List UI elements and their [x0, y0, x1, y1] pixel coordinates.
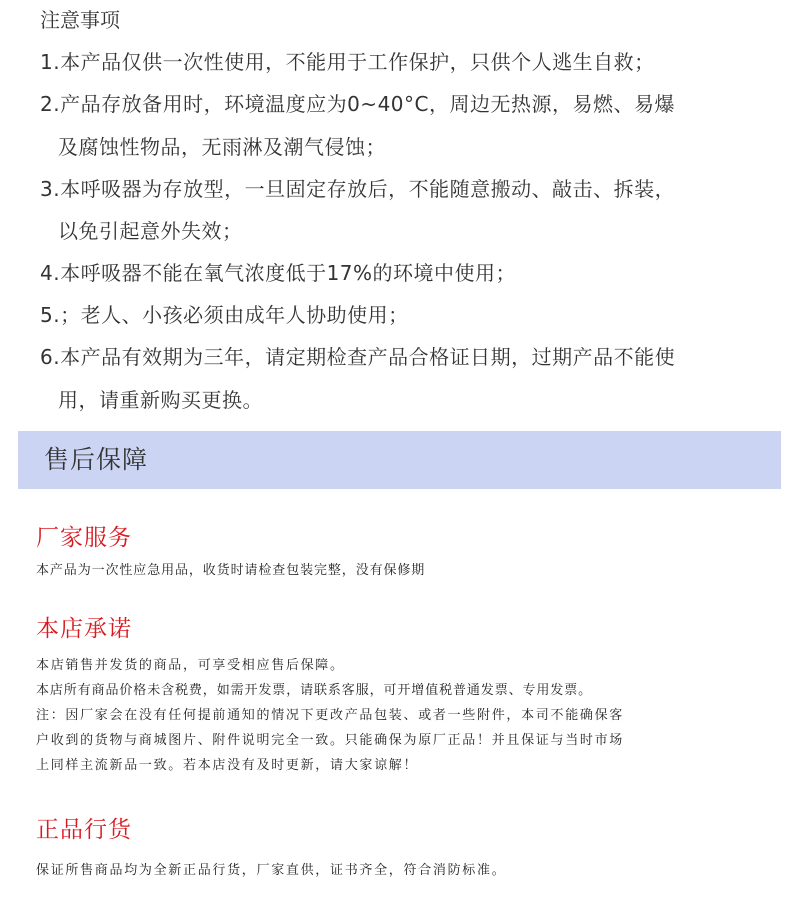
note-line-4: 4.本呼吸器不能在氧气浓度低于17%的环境中使用；: [40, 261, 517, 285]
note-line-3-cont: 以免引起意外失效；: [58, 219, 243, 243]
notes-title: 注意事项: [40, 8, 120, 32]
note-line-1: 1.本产品仅供一次性使用，不能用于工作保护，只供个人逃生自救；: [40, 50, 655, 74]
note-line-2: 2.产品存放备用时，环境温度应为0~40°C，周边无热源，易燃、易爆: [40, 92, 675, 116]
genuine-goods-text: 保证所售商品均为全新正品行货，厂家直供，证书齐全，符合消防标准。: [36, 863, 507, 878]
after-sales-title: 售后保障: [44, 445, 149, 474]
after-sales-banner: [18, 431, 781, 489]
store-promise-line-4: 户收到的货物与商城图片、附件说明完全一致。只能确保为原厂正品！并且保证与当时市场: [36, 733, 625, 748]
store-promise-line-5: 上同样主流新品一致。若本店没有及时更新，请大家谅解！: [36, 758, 419, 773]
store-promise-line-1: 本店销售并发货的商品，可享受相应售后保障。: [36, 658, 345, 673]
note-line-5: 5.；老人、小孩必须由成年人协助使用；: [40, 303, 409, 327]
genuine-goods-heading: 正品行货: [36, 817, 132, 843]
factory-service-heading: 厂家服务: [36, 525, 132, 551]
note-line-6-cont: 用，请重新购买更换。: [58, 388, 263, 412]
store-promise-line-3: 注：因厂家会在没有任何提前通知的情况下更改产品包装、或者一些附件，本司不能确保客: [36, 708, 625, 723]
note-line-3: 3.本呼吸器为存放型，一旦固定存放后，不能随意搬动、敲击、拆装，: [40, 177, 676, 201]
note-line-2-cont: 及腐蚀性物品，无雨淋及潮气侵蚀；: [58, 135, 386, 159]
store-promise-line-2: 本店所有商品价格未含税费，如需开发票，请联系客服，可开增值税普通发票、专用发票。: [36, 683, 593, 698]
factory-service-text: 本产品为一次性应急用品，收货时请检查包装完整，没有保修期: [36, 563, 426, 578]
note-line-6: 6.本产品有效期为三年，请定期检查产品合格证日期，过期产品不能使: [40, 345, 676, 369]
store-promise-heading: 本店承诺: [36, 616, 132, 642]
